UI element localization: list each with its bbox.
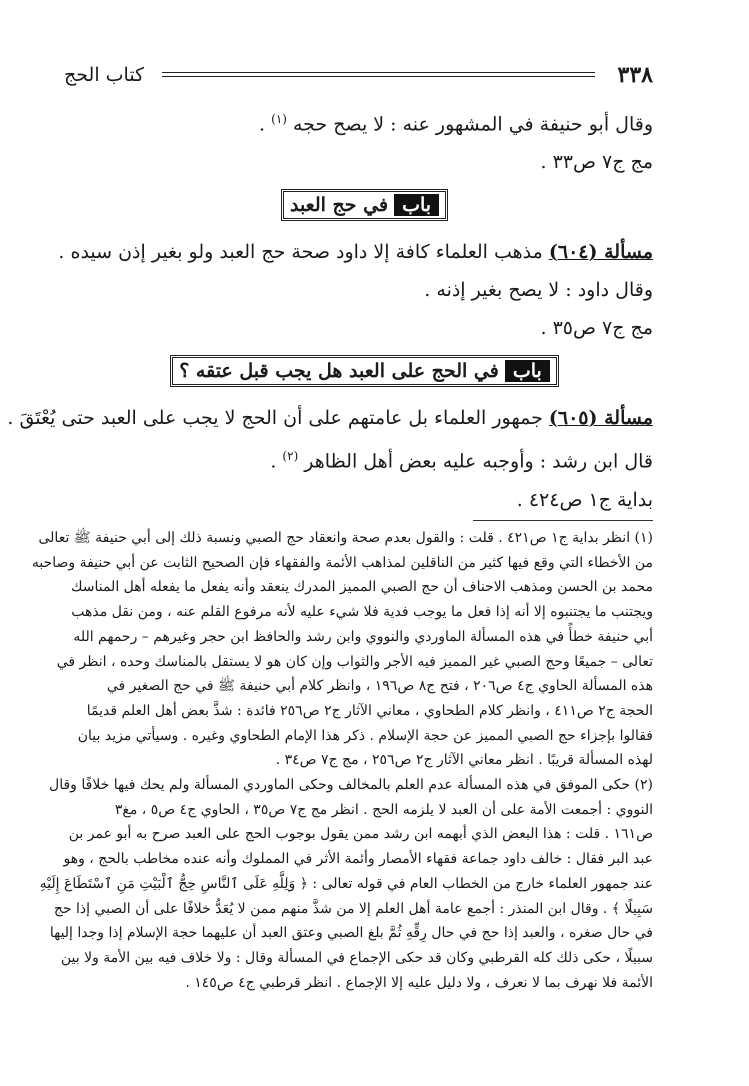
reference-line: مج ج٧ ص٣٥ . bbox=[540, 317, 653, 340]
bab-label: باب bbox=[505, 360, 550, 382]
text-line: وقال داود : لا يصح بغير إذنه . bbox=[424, 279, 653, 302]
footnote-line: الأئمة فلا نهرف بما لا نعرف ، ولا دليل عليه إلا الإجماع . انظر قرطبي ج٤ ص١٤٥ . bbox=[185, 974, 653, 991]
footnote-line: الحجة ج٢ ص٤١١ ، وانظر كلام الطحاوي ، معاني الآثار ج٢ ص٢٥٦ فائدة : شذَّ بعض أهل العلم قديمًا bbox=[86, 702, 653, 719]
footnote-line: (٢) حكى الموفق في هذه المسألة عدم العلم بالمخالف وحكى الماوردي المسألة ولم يحك فيها خلافًا وقال bbox=[49, 777, 653, 794]
text-line-end: . bbox=[259, 113, 272, 136]
chapter-box bbox=[281, 189, 448, 221]
footnote-ref[interactable]: (١) bbox=[271, 112, 287, 126]
running-header bbox=[64, 62, 653, 92]
masala-text: مذهب العلماء كافة إلا داود صحة حج العبد ولو بغير إذن سيده . bbox=[58, 241, 549, 264]
footnote-line: سبيلًا ، حكى ذلك كله القرطبي وكان قد حكى الإجماع في المسألة وقال : ولا خلاف فيه بين الأمة ولا بين bbox=[60, 949, 653, 966]
main-text bbox=[7, 100, 653, 519]
footnote-line: سَبِيلًا ﴾ . وقال ابن المنذر : أجمع عامة أهل العلم إلا من شذَّ منهم ممن لا يُعَدُّ خلافًا على أن الصبي إذا حج bbox=[53, 900, 653, 917]
text-line bbox=[76, 437, 653, 480]
footnote-line: في حال صغره ، والعبد إذا حج في حال رِقِّهِ ثُمَّ بلغ الصبي وعتق العبد أن عليهما حجة الإسلام إذا وجدا إليها bbox=[49, 925, 653, 942]
chapter-box bbox=[170, 355, 559, 387]
reference-line: مج ج٧ ص٣٣ . bbox=[540, 151, 653, 174]
chapter-heading bbox=[76, 347, 653, 399]
text-line-content: قال ابن رشد : وأوجبه عليه بعض أهل الظاهر bbox=[304, 450, 653, 473]
masala-text: جمهور العلماء بل عامتهم على أن الحج لا يجب على العبد حتى يُعْتَقَ . bbox=[7, 407, 549, 430]
footnote-line: تعالى – جميعًا وحج الصبي غير المميز فيه الأجر والثواب وإن كان هو لا يستقل بالمناسك وحده ، انظر في bbox=[56, 653, 653, 670]
footnote-line: هذه المسألة الحاوي ج٤ ص٢٠٦ ، فتح ج٨ ص١٩٦ ، وانظر كلام أبي حنيفة ﷺ في حج الصغير في bbox=[106, 678, 653, 695]
footnote-line: ص١٦١ . قلت : هذا البعض الذي أبهمه ابن رشد ممن يقول بوجوب الحج على العبد صرح به أبو عمر بن bbox=[68, 826, 653, 843]
footnote-line: النووي : أجمعت الأمة على أن العبد لا يلزمه الحج . انظر مج ج٧ ص٣٥ ، الحاوي ج٤ ص٥ ، مغ٣ bbox=[114, 801, 653, 818]
reference-line: بداية ج١ ص٤٢٤ . bbox=[516, 488, 653, 511]
footnote-line: ويجتنب ما يجتنبوه إلا أنه إذا فعل ما يوجب فدية فلا شيء عليه لأنه مرفوع القلم عنه ، ومن نقل مذهب bbox=[71, 604, 653, 621]
masala-label: مسألة (٦٠٤) bbox=[548, 241, 653, 264]
header-rule bbox=[162, 72, 595, 77]
chapter-heading bbox=[76, 181, 653, 233]
footnote-line: أبي حنيفة خطأً في هذه المسألة الماوردي والنووي وابن رشد والحافظ ابن حجر وغيرهم – رحمهم الله bbox=[73, 628, 653, 645]
chapter-title: في الحج على العبد هل يجب قبل عتقه ؟ bbox=[179, 360, 499, 383]
footnote-line: عند جمهور العلماء خارج من الخطاب العام في قوله تعالى : ﴿ وَلِلَّهِ عَلَى ٱلنَّاسِ حِجُّ ٱلْبَيْتِ مَنِ ٱسْتَطَاعَ إِلَيْهِ bbox=[39, 875, 653, 892]
footnote-line: محمد بن الحسن ومذهب الاحناف أن حج الصبي المميز المدرك ينعقد وأنه يفعل ما يفعله أهل المناسك bbox=[70, 579, 653, 596]
footnote-line: لهذه المسألة قريبًا . انظر معاني الآثار ج٢ ص٢٥٦ ، مج ج٧ ص٣٤ . bbox=[275, 752, 653, 769]
footnote-separator bbox=[473, 520, 653, 521]
footnote-line: عبد البر فقال : خالف داود جماعة فقهاء الأمصار وأئمة الأثر في المملوك وأنه عنده مخاطب بالحج ، وهو bbox=[63, 851, 653, 868]
book-title: كتاب الحج bbox=[64, 64, 145, 86]
text-line-end: . bbox=[270, 450, 283, 473]
footnote-line: من الأخطاء التي وقع فيها كثير من الناقلين لمذاهب الأئمة والفقهاء فإن الصحيح الثابت عن أبي حنيفة وصاحبه bbox=[31, 554, 653, 571]
bab-label: باب bbox=[394, 194, 439, 216]
page-number: ٣٣٨ bbox=[617, 62, 653, 88]
text-line bbox=[76, 100, 653, 143]
masala-605 bbox=[7, 399, 653, 437]
masala-label: مسألة (٦٠٥) bbox=[548, 407, 653, 430]
footnotes bbox=[31, 526, 653, 995]
masala-604 bbox=[58, 233, 653, 271]
chapter-title: في حج العبد bbox=[289, 194, 389, 217]
text-line-content: وقال أبو حنيفة في المشهور عنه : لا يصح حجه bbox=[293, 113, 653, 136]
footnote-line: (١) انظر بداية ج١ ص٤٢١ . قلت : والقول بعدم صحة وانعقاد حج الصبي ونسبة ذلك إلى أبي حنيفة ﷺ تعالى bbox=[38, 530, 653, 546]
footnote-line: فقالوا بإجزاء حج الصبي المميز عن حجة الإسلام . ذكر هذا الإمام الطحاوي وغيره . وسيأتي مزيد بيان bbox=[77, 727, 653, 744]
footnote-ref[interactable]: (٢) bbox=[282, 449, 299, 464]
